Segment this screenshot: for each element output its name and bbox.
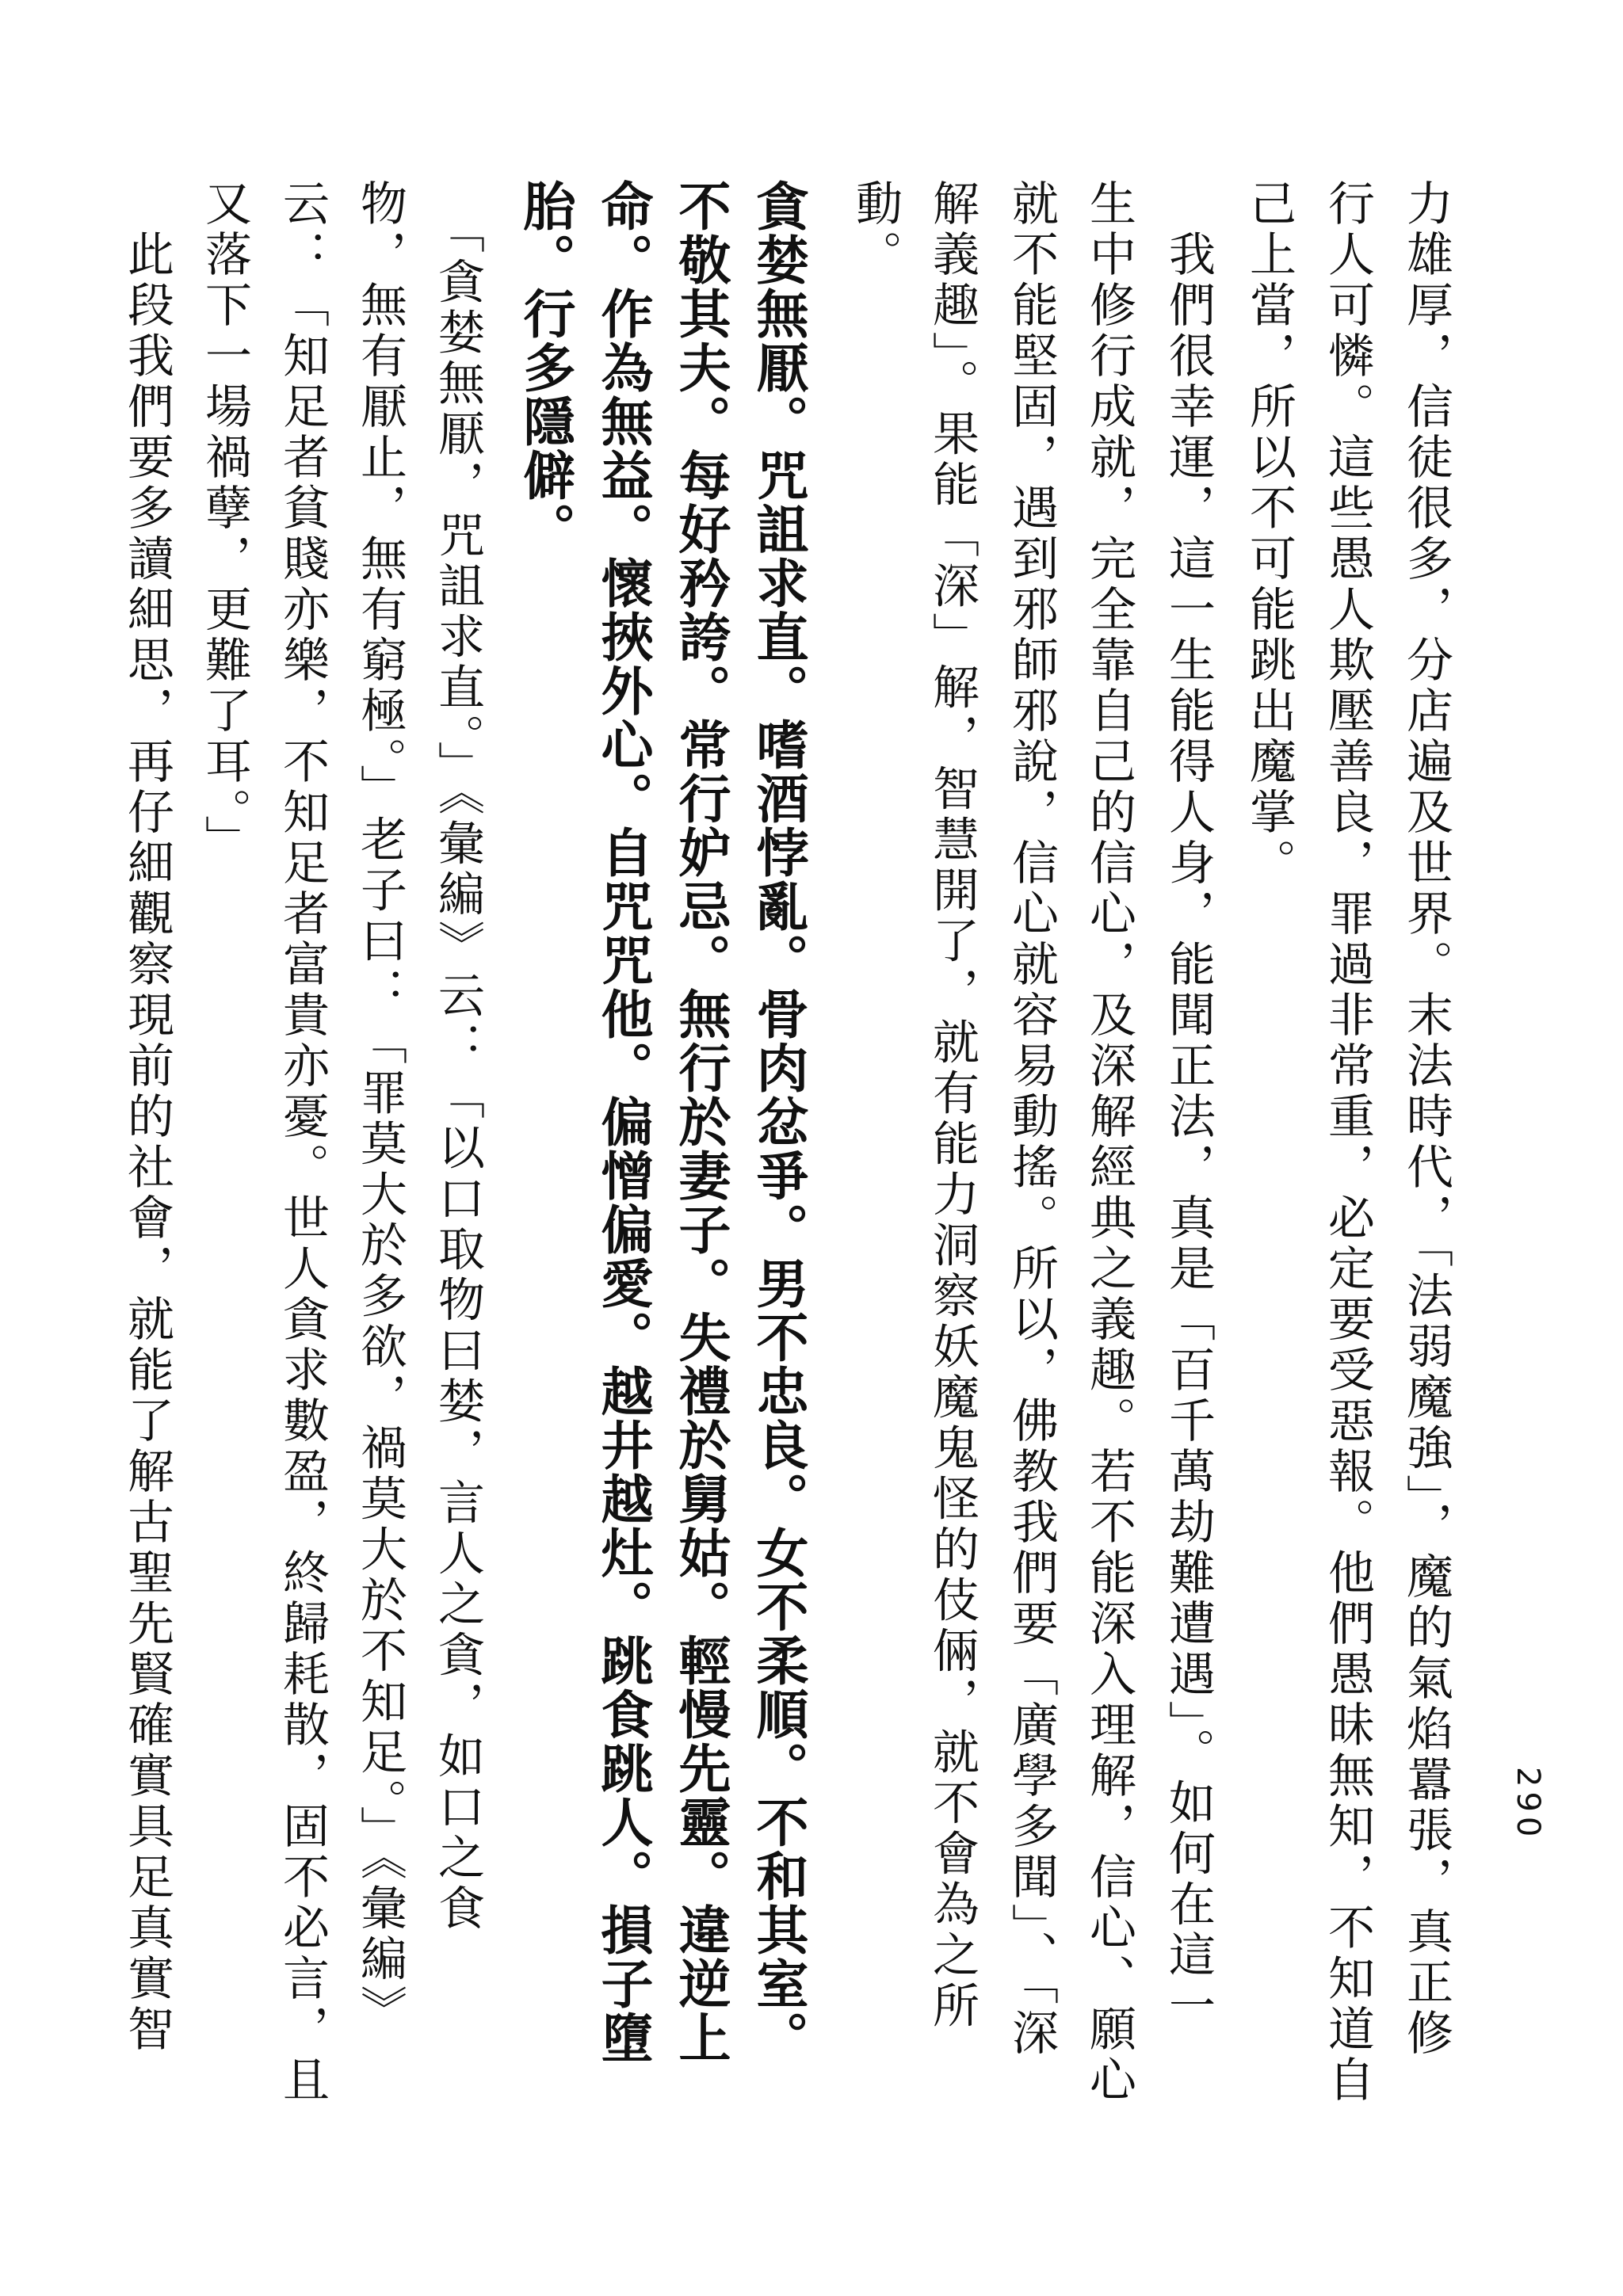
scripture-column: 胎。行多隱僻。 — [514, 179, 575, 556]
text-column: 生中修行成就，完全靠自己的信心，及深解經典之義趣。若不能深入理解，信心、願心 — [1082, 179, 1136, 2106]
scripture-column: 貪婪無厭。咒詛求直。嗜酒悖亂。骨肉忿爭。男不忠良。女不柔順。不和其室。 — [747, 179, 808, 2065]
text-column: 就不能堅固，遇到邪師邪說，信心就容易動搖。所以，佛教我們要「廣學多聞」、「深 — [1004, 179, 1059, 2059]
text-column: 動。 — [848, 179, 903, 280]
scripture-column: 命。作為無益。懷挾外心。自咒咒他。偏憎偏愛。越井越灶。跳食跳人。損子墮 — [592, 179, 653, 2065]
text-column: 此段我們要多讀細思，再仔細觀察現前的社會，就能了解古聖先賢確實具足真實智 — [120, 179, 174, 2055]
text-column: 行人可憐。這些愚人欺壓善良，罪過非常重，必定要受惡報。他們愚昧無知，不知道自 — [1320, 179, 1375, 2106]
text-column: 云：「知足者貧賤亦樂，不知足者富貴亦憂。世人貪求數盈，終歸耗散，固不必言，且 — [275, 179, 330, 2106]
text-column: 己上當，所以不可能跳出魔掌。 — [1242, 179, 1296, 889]
page-number: 290 — [1510, 1767, 1546, 1842]
text-column: 「貪婪無厭，咒詛求直。」《彙編》云：「以口取物曰婪，言人之貪，如口之食 — [430, 179, 485, 1935]
text-column: 又落下一場禍孽，更難了耳。」 — [197, 179, 252, 866]
text-column: 力雄厚，信徒很多，分店遍及世界。末法時代，「法弱魔強」，魔的氣焰囂張，真正修 — [1399, 179, 1453, 2059]
text-column: 物，無有厭止，無有窮極。」老子曰：「罪莫大於多欲，禍莫大於不知足。」《彙編》 — [353, 179, 407, 2036]
text-column: 解義趣」。果能「深」解，智慧開了，就有能力洞察妖魔鬼怪的伎倆，就不會為之所 — [925, 179, 980, 2032]
scripture-column: 不敬其夫。每好矜誇。常行妒忌。無行於妻子。失禮於舅姑。輕慢先靈。違逆上 — [670, 179, 731, 2065]
text-column: 我們很幸運，這一生能得人身，能聞正法，真是「百千萬劫難遭遇」。如何在這一 — [1161, 179, 1216, 2032]
